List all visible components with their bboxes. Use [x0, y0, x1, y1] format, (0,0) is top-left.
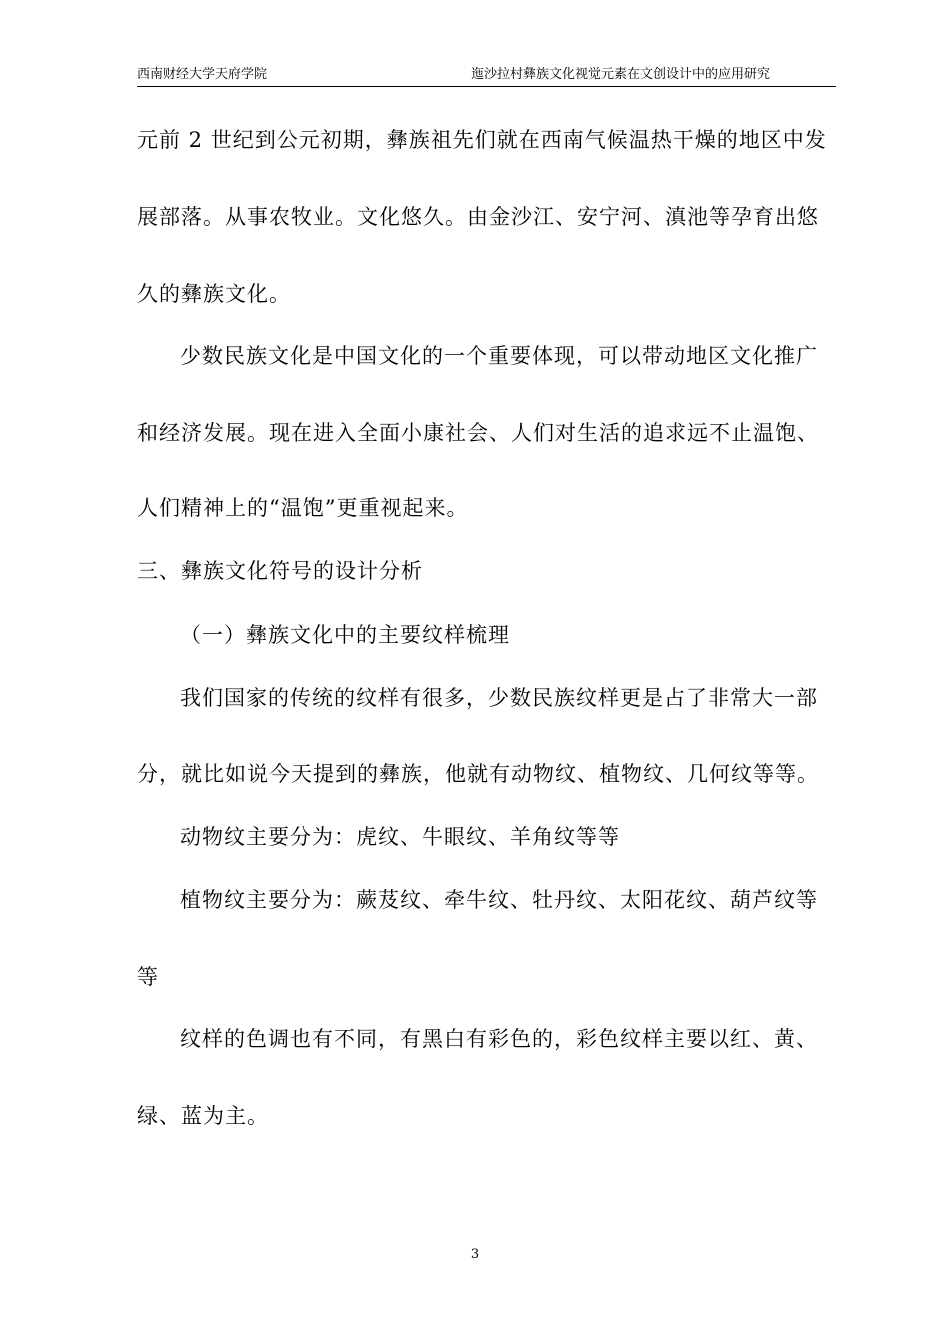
header-institution: 西南财经大学天府学院 [137, 67, 268, 82]
text-line-14: 纹样的色调也有不同，有黑白有彩色的，彩色纹样主要以红、黄、 [180, 1027, 818, 1051]
page-number: 3 [470, 1247, 480, 1262]
text-line-1: 元前 2 世纪到公元初期，彝族祖先们就在西南气候温热干燥的地区中发 [137, 128, 827, 152]
section-heading: 三、彝族文化符号的设计分析 [137, 559, 423, 583]
text-line-4: 少数民族文化是中国文化的一个重要体现，可以带动地区文化推广 [180, 344, 818, 368]
text-line-5: 和经济发展。现在进入全面小康社会、人们对生活的追求远不止温饱、 [137, 421, 819, 445]
page-header [137, 66, 836, 87]
text-line-6: 人们精神上的“温饱”更重视起来。 [137, 496, 469, 520]
text-line-13: 等 [137, 965, 159, 989]
text-line-2: 展部落。从事农牧业。文化悠久。由金沙江、安宁河、滇池等孕育出悠 [137, 205, 819, 229]
text-line-10: 分，就比如说今天提到的彝族，他就有动物纹、植物纹、几何纹等等。 [137, 762, 819, 786]
text-line-11: 动物纹主要分为：虎纹、牛眼纹、羊角纹等等 [180, 825, 620, 849]
header-thesis-title: 迤沙拉村彝族文化视觉元素在文创设计中的应用研究 [471, 67, 771, 82]
text-line-12: 植物纹主要分为：蕨芨纹、牵牛纹、牡丹纹、太阳花纹、葫芦纹等 [180, 888, 818, 912]
text-line-15: 绿、蓝为主。 [137, 1104, 269, 1128]
subsection-heading: （一）彝族文化中的主要纹样梳理 [180, 623, 510, 647]
text-line-9: 我们国家的传统的纹样有很多，少数民族纹样更是占了非常大一部 [180, 686, 818, 710]
text-line-3: 久的彝族文化。 [137, 282, 291, 306]
